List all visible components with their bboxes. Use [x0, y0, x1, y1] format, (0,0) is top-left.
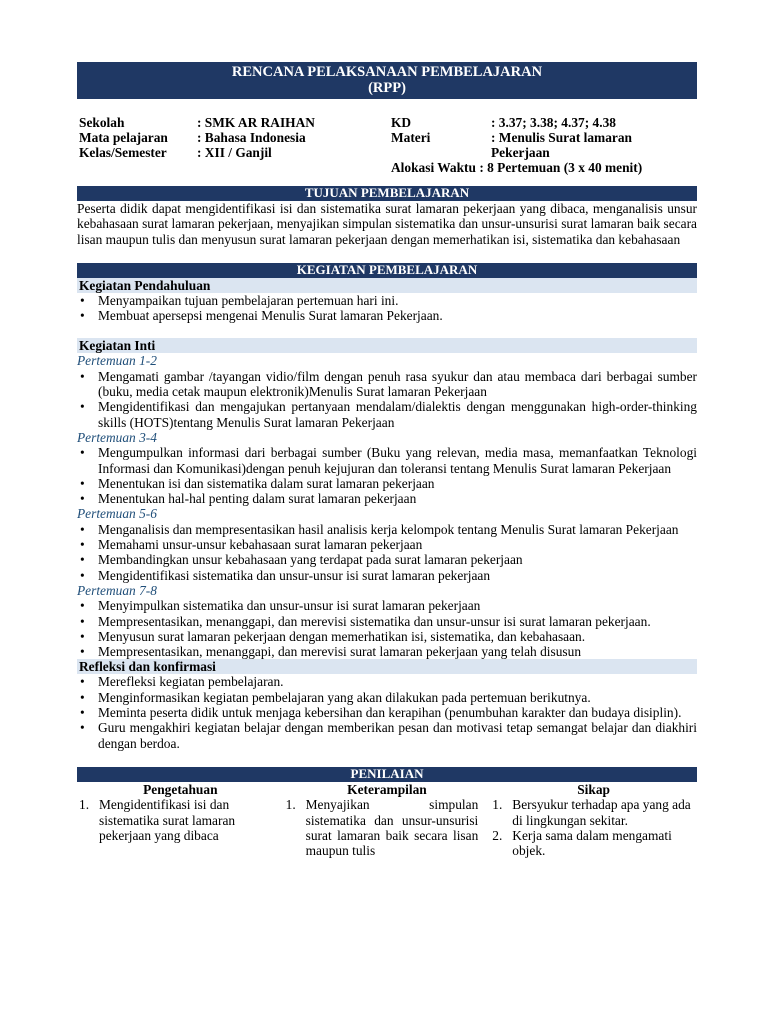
list-item	[284, 797, 491, 858]
kelas-label: Kelas/Semester	[79, 145, 167, 160]
list-item	[77, 797, 284, 843]
materi-value-line-1: : Menulis Surat lamaran	[491, 130, 632, 145]
list-item: • Mengidentifikasi dan mengajukan pertanyaan mendalam/dialektis dengan menggunakan high-order-thinking skills (HOTS)tentang Menulis Surat lamaran Pekerjaan	[77, 399, 697, 430]
meeting-7-8-list	[77, 598, 697, 659]
list-item: • Menyimpulkan sistematika dan unsur-unsur isi surat lamaran pekerjaan	[77, 598, 697, 613]
list-item: • Menentukan isi dan sistematika dalam surat lamaran pekerjaan	[77, 476, 697, 491]
list-item: • Membandingkan unsur kebahasaan yang terdapat pada surat lamaran pekerjaan	[77, 552, 697, 567]
item-number: 1.	[285, 797, 296, 813]
list-item	[490, 797, 697, 828]
list-item: • Mengamati gambar /tayangan vidio/film dengan penuh rasa syukur dan atau membaca dari berbagai sumber (buku, media cetak maupun elektronik)Menulis Surat lamaran Pekerjaan	[77, 369, 697, 400]
list-item: • Membuat apersepsi mengenai Menulis Surat lamaran Pekerjaan.	[77, 308, 697, 323]
meeting-label-1-2: Pertemuan 1-2	[77, 353, 157, 369]
identity-info	[77, 115, 697, 177]
item-text: Mengidentifikasi isi dan sistematika surat lamaran pekerjaan yang dibaca	[99, 797, 236, 843]
item-number: 2.	[492, 827, 503, 843]
keterampilan-title: Keterampilan	[347, 781, 427, 797]
item-text: Kerja sama dalam mengamati objek.	[512, 827, 672, 859]
item-text: Menyajikan simpulan sistematika dan unsur-unsurisi surat lamaran baik secara lisan maupun tulis	[305, 797, 479, 859]
list-item: • Menginformasikan kegiatan pembelajaran yang akan dilakukan pada pertemuan berikutnya.	[77, 690, 697, 705]
meeting-label-5-6: Pertemuan 5-6	[77, 506, 157, 522]
list-item: • Menyusun surat lamaran pekerjaan dengan memerhatikan isi, sistematika, dan kebahasaan.	[77, 629, 697, 644]
refleksi-list	[77, 674, 697, 750]
kelas-value: : XII / Ganjil	[197, 145, 272, 160]
list-item: • Mengumpulkan informasi dari berbagai sumber (Buku yang relevan, media masa, memanfaatkan Teknologi Informasi dan Komunikasi)dengan penuh kejujuran dan toleransi tentang Menulis Surat lamaran Pekerjaan	[77, 445, 697, 476]
pendahuluan-title: Kegiatan Pendahuluan	[77, 278, 697, 293]
list-item: • Menyampaikan tujuan pembelajaran pertemuan hari ini.	[77, 293, 697, 308]
materi-label: Materi	[391, 130, 431, 145]
list-item: • Mempresentasikan, menanggapi, dan merevisi surat lamaran pekerjaan yang telah disusun	[77, 644, 697, 659]
list-item: • Meminta peserta didik untuk menjaga kebersihan dan kerapihan (penumbuhan karakter dan budaya disiplin).	[77, 705, 697, 720]
list-item: • Menganalisis dan mempresentasikan hasil analisis kerja kelompok tentang Menulis Surat lamaran Pekerjaan	[77, 522, 697, 537]
meeting-label-3-4: Pertemuan 3-4	[77, 429, 157, 445]
pendahuluan-list	[77, 293, 697, 324]
kd-value: : 3.37; 3.38; 4.37; 4.38	[491, 115, 616, 130]
title-line-1: RENCANA PELAKSANAAN PEMBELAJARAN	[231, 64, 543, 80]
list-item: • Memahami unsur-unsur kebahasaan surat lamaran pekerjaan	[77, 537, 697, 552]
kd-label: KD	[391, 115, 412, 130]
materi-value-line-2: Pekerjaan	[491, 145, 550, 160]
list-item: • Guru mengakhiri kegiatan belajar dengan memberikan pesan dan motivasi tetap semangat belajar dan diakhiri dengan berdoa.	[77, 720, 697, 751]
sikap-column	[490, 782, 697, 858]
list-item: • Menentukan hal-hal penting dalam surat lamaran pekerjaan	[77, 491, 697, 506]
inti-title: Kegiatan Inti	[77, 338, 697, 353]
item-text: Bersyukur terhadap apa yang ada di lingkungan sekitar.	[512, 797, 691, 828]
rpp-document	[77, 62, 697, 858]
sekolah-value: : SMK AR RAIHAN	[197, 115, 315, 130]
meeting-1-2-list	[77, 369, 697, 430]
alokasi-waktu: Alokasi Waktu : 8 Pertemuan (3 x 40 menit)	[391, 160, 643, 175]
keterampilan-list	[284, 797, 491, 858]
meeting-5-6-list	[77, 522, 697, 583]
meeting-3-4-list	[77, 445, 697, 506]
list-item	[490, 828, 697, 859]
tujuan-text: Peserta didik dapat mengidentifikasi isi dan sistematika surat lamaran pekerjaan yang dibaca, menganalisis unsur kebahasaan surat lamaran pekerjaan, menyajikan simpulan sistematika dan unsur-unsurisi surat lamaran baik secara lisan maupun tulis dan menyusun surat lamaran pekerjaan dengan memerhatikan isi, sistematika dan kebahasaan	[77, 201, 697, 247]
pengetahuan-title: Pengetahuan	[143, 781, 218, 797]
sekolah-label: Sekolah	[79, 115, 125, 130]
pengetahuan-list	[77, 797, 284, 843]
mapel-label: Mata pelajaran	[79, 130, 168, 145]
list-item: • Mengidentifikasi sistematika dan unsur-unsur isi surat lamaran pekerjaan	[77, 568, 697, 583]
refleksi-title: Refleksi dan konfirmasi	[77, 659, 697, 674]
item-number: 1.	[79, 797, 90, 813]
sikap-title: Sikap	[577, 781, 610, 797]
pengetahuan-column	[77, 782, 284, 858]
document-title	[77, 62, 697, 99]
title-line-2: (RPP)	[368, 80, 406, 96]
mapel-value: : Bahasa Indonesia	[197, 130, 306, 145]
keterampilan-column	[284, 782, 491, 858]
kegiatan-heading: KEGIATAN PEMBELAJARAN	[77, 263, 697, 278]
penilaian-columns	[77, 782, 697, 858]
list-item: • Mempresentasikan, menanggapi, dan merevisi sistematika dan unsur-unsur isi surat lamaran pekerjaan.	[77, 614, 697, 629]
sikap-list	[490, 797, 697, 858]
penilaian-heading: PENILAIAN	[77, 767, 697, 782]
meeting-label-7-8: Pertemuan 7-8	[77, 582, 157, 598]
list-item: • Merefleksi kegiatan pembelajaran.	[77, 674, 697, 689]
item-number: 1.	[492, 797, 503, 813]
tujuan-heading: TUJUAN PEMBELAJARAN	[77, 186, 697, 201]
